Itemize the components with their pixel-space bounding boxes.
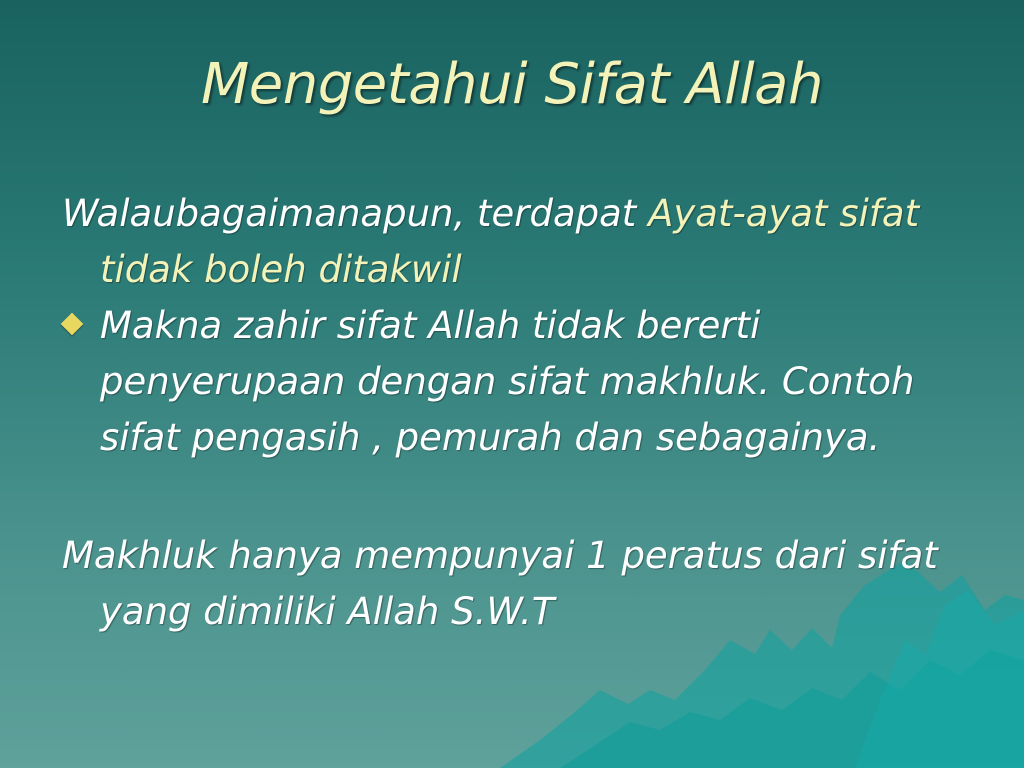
bullet-item (62, 298, 962, 466)
bullet-text: Makna zahir sifat Allah tidak bererti penyerupaan dengan sifat makhluk. Contoh sifat pengasih , pemurah dan sebagainya. (100, 304, 915, 459)
diamond-bullet-icon (61, 313, 84, 336)
paragraph-intro (62, 186, 962, 298)
slide-body (62, 186, 962, 640)
highlighted-phrase: Ayat-ayat sifat tidak boleh ditakwil (100, 192, 920, 291)
paragraph-closing: Makhluk hanya mempunyai 1 peratus dari sifat yang dimiliki Allah S.W.T (62, 534, 938, 633)
spacer (62, 466, 962, 528)
slide-title: Mengetahui Sifat Allah (200, 52, 823, 117)
intro-text: Walaubagaimanapun, terdapat (62, 192, 649, 235)
